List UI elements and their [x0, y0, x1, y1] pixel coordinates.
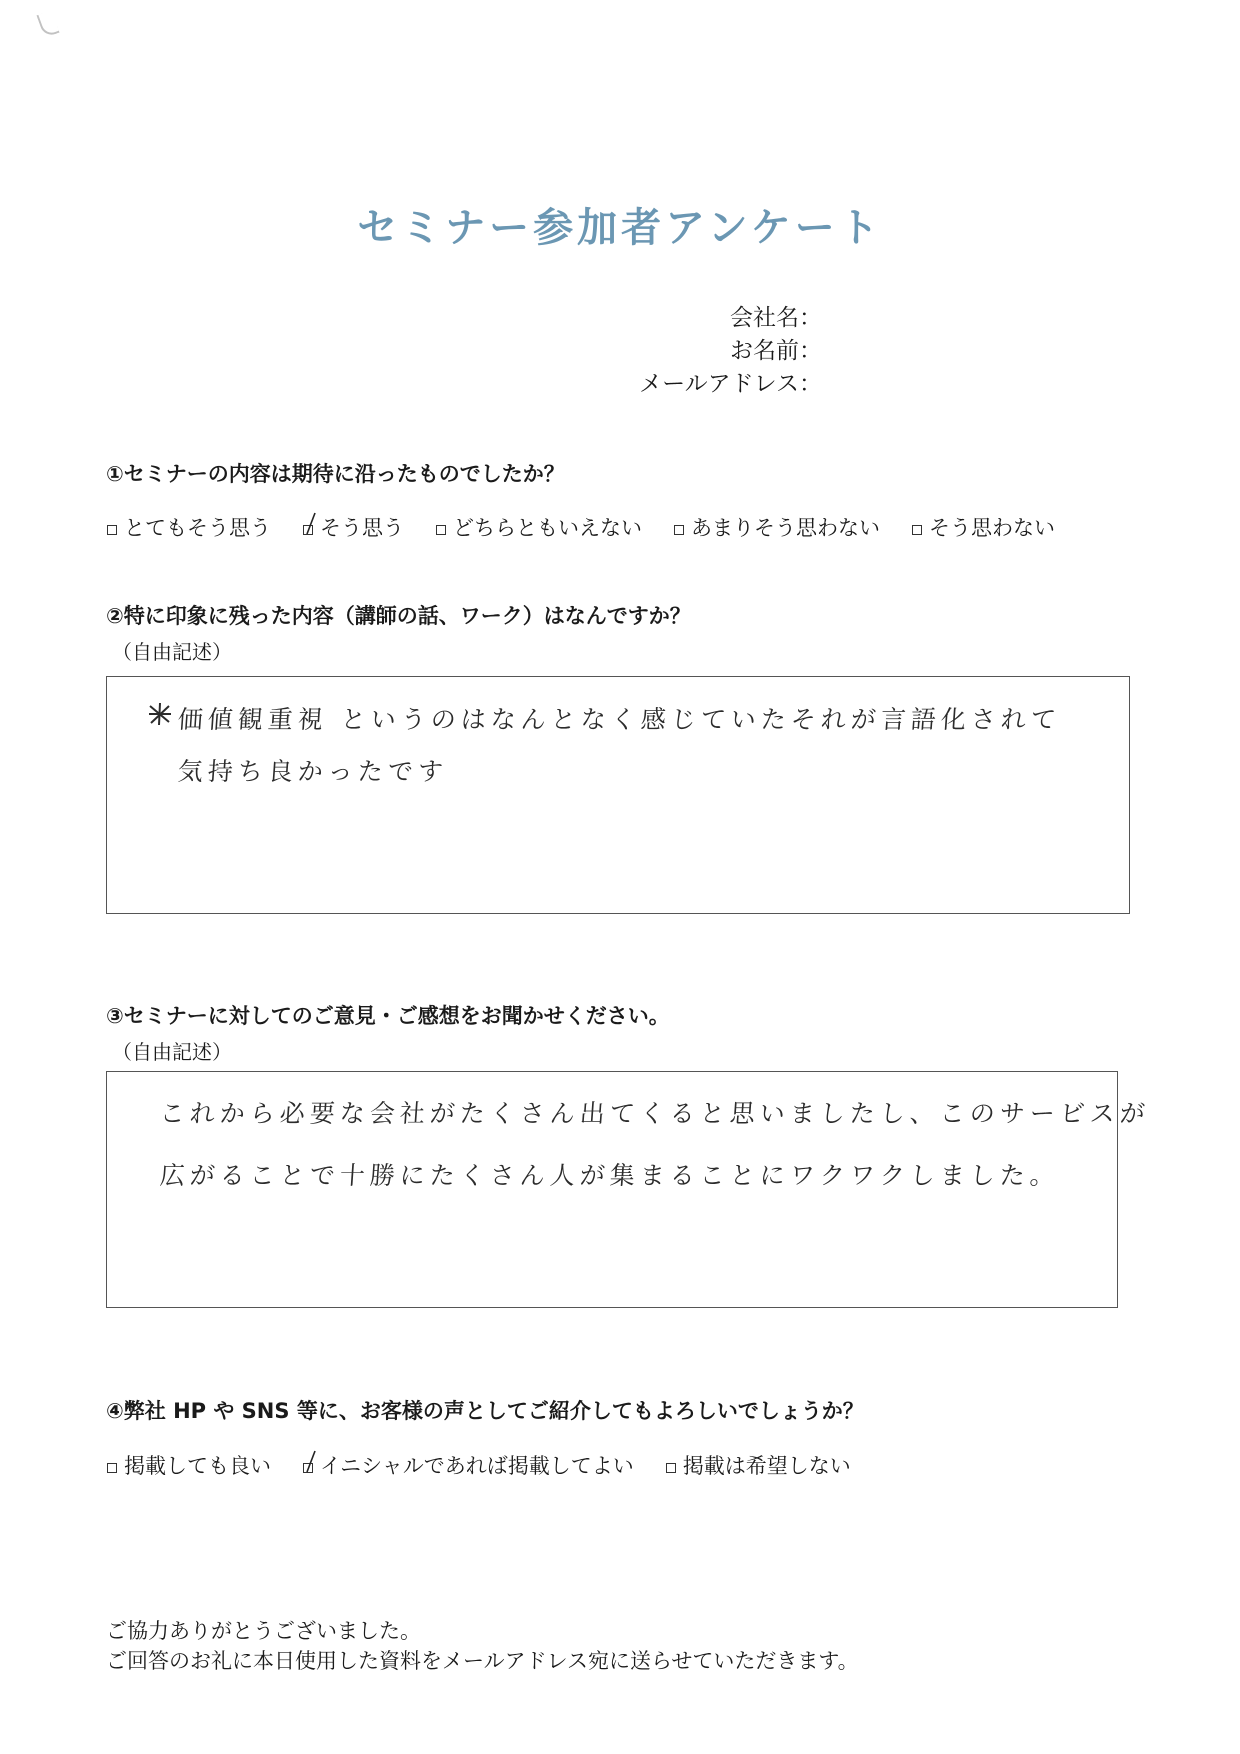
- option-label: どちらともいえない: [453, 516, 642, 540]
- option-label: 掲載は希望しない: [682, 1454, 851, 1478]
- q1-option-5[interactable]: [912, 512, 1055, 542]
- footer-message: [106, 1616, 859, 1676]
- checkbox[interactable]: [303, 1463, 313, 1473]
- q1-option-2[interactable]: [303, 512, 404, 542]
- q2-answer-line-2: 気持ち良かったです: [176, 757, 449, 786]
- page-title: セミナー参加者アンケート: [357, 205, 883, 251]
- q3-title: ③セミナーに対してのご意見・ご感想をお聞かせください。: [106, 1004, 670, 1028]
- q4-options: [107, 1450, 851, 1480]
- q3-answer-line-1: これから必要な会社がたくさん出てくると思いましたし、このサービスが: [158, 1099, 1151, 1128]
- checkbox[interactable]: [107, 525, 117, 535]
- option-label: そう思わない: [929, 516, 1055, 540]
- q4-title: ④弊社 HP や SNS 等に、お客様の声としてご紹介してもよろしいでしょうか？: [106, 1399, 864, 1423]
- checkbox[interactable]: [912, 525, 922, 535]
- option-label: 掲載しても良い: [124, 1454, 271, 1478]
- footer-note: ご回答のお礼に本日使用した資料をメールアドレス宛に送らせていただきます。: [106, 1649, 859, 1673]
- name-label: お名前：: [730, 338, 822, 364]
- q1-title: ①セミナーの内容は期待に沿ったものでしたか？: [106, 462, 565, 486]
- checkbox[interactable]: [303, 525, 313, 535]
- q1-options: [107, 512, 1055, 542]
- q3-answer-line-2: 広がることで十勝にたくさん人が集まることにワクワクしました。: [158, 1161, 1061, 1190]
- option-label: そう思う: [320, 516, 404, 540]
- scan-mark: [36, 10, 59, 38]
- company-label: 会社名：: [730, 305, 822, 331]
- q1-option-1[interactable]: [107, 512, 271, 542]
- q2-answer-line-1: 価値観重視 というのはなんとなく感じていたそれが言語化されて: [176, 705, 1062, 734]
- respondent-info: [639, 302, 822, 401]
- checkbox[interactable]: [107, 1463, 117, 1473]
- q4-option-1[interactable]: [107, 1450, 271, 1480]
- checkbox[interactable]: [436, 525, 446, 535]
- check-mark-icon: [306, 512, 316, 536]
- footer-thanks: ご協力ありがとうございました。: [106, 1619, 421, 1643]
- q4-option-3[interactable]: [666, 1450, 851, 1480]
- email-label: メールアドレス：: [639, 371, 822, 397]
- q3-sub: （自由記述）: [112, 1040, 232, 1064]
- asterisk-mark-icon: [147, 702, 173, 726]
- q2-title: ②特に印象に残った内容（講師の話、ワーク）はなんですか？: [106, 604, 691, 628]
- q2-sub: （自由記述）: [112, 640, 232, 664]
- checkbox[interactable]: [666, 1463, 676, 1473]
- q4-option-2[interactable]: [303, 1450, 634, 1480]
- q1-option-4[interactable]: [674, 512, 880, 542]
- q1-option-3[interactable]: [436, 512, 642, 542]
- option-label: とてもそう思う: [124, 516, 271, 540]
- checkbox[interactable]: [674, 525, 684, 535]
- check-mark-icon: [306, 1450, 316, 1474]
- option-label: あまりそう思わない: [691, 516, 880, 540]
- option-label: イニシャルであれば掲載してよい: [320, 1454, 634, 1478]
